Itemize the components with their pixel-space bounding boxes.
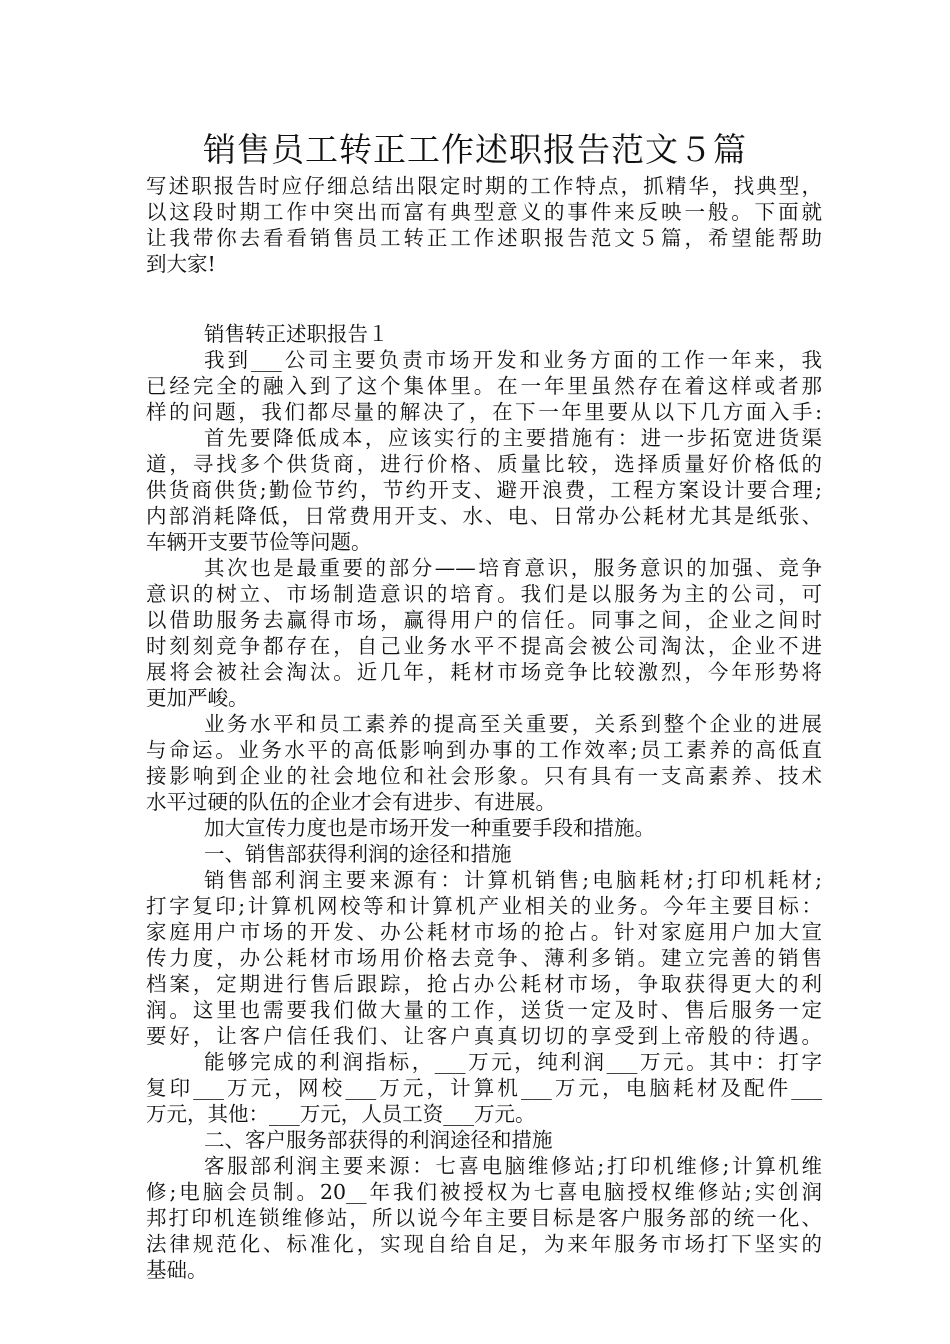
paragraph-1 (146, 347, 822, 425)
text-line: 道，寻找多个供货商，进行价格、质量比较，选择质量好价格低的 (146, 452, 822, 476)
text-line: 传力度，办公耗材市场用价格去竞争、薄利多销。建立完善的销售 (146, 946, 822, 970)
paragraph-3 (146, 555, 822, 711)
paragraph-7 (146, 1049, 822, 1127)
blank-line (146, 277, 822, 321)
paragraph-2 (146, 425, 822, 555)
text-line: 其次也是最重要的部分——培育意识，服务意识的加强、竞争 (204, 556, 822, 580)
text-line: 打字复印;计算机网校等和计算机产业相关的业务。今年主要目标： (146, 894, 822, 918)
text-line: 基础。 (146, 1258, 208, 1282)
text-line: 万元，其他：___万元，人员工资___万元。 (146, 1102, 536, 1126)
text-line: 接影响到企业的社会地位和社会形象。只有具有一支高素养、技术 (146, 764, 822, 788)
text-line: 修;电脑会员制。20__年我们被授权为七喜电脑授权维修站;实创润 (146, 1180, 822, 1204)
text-line: 档案，定期进行售后跟踪，抢占办公耗材市场，争取获得更大的利 (146, 972, 822, 996)
text-line: 能够完成的利润指标，___万元，纯利润___万元。其中：打字 (204, 1050, 822, 1074)
text-line: 水平过硬的队伍的企业才会有进步、有进展。 (146, 790, 556, 814)
text-line: 以借助服务去赢得市场，赢得用户的信任。同事之间，企业之间时 (146, 608, 822, 632)
text-line: 车辆开支要节俭等问题。 (146, 530, 372, 554)
text-line: 展将会被社会淘汰。近几年，耗材市场竞争比较激烈，今年形势将 (146, 660, 822, 684)
subheading-sales: 一、销售部获得利润的途径和措施 (204, 842, 512, 866)
text-line: 到大家! (146, 252, 216, 276)
text-line: 销售部利润主要来源有：计算机销售;电脑耗材;打印机耗材; (204, 868, 822, 892)
intro-paragraph (146, 173, 822, 277)
section-heading: 销售转正述职报告１ (204, 322, 389, 346)
text-line: 客服部利润主要来源：七喜电脑维修站;打印机维修;计算机维 (204, 1154, 822, 1178)
text-line: 已经完全的融入到了这个集体里。在一年里虽然存在着这样或者那 (146, 374, 822, 398)
text-line: 供货商供货;勤俭节约，节约开支、避开浪费，工程方案设计要合理; (146, 478, 822, 502)
text-line: 首先要降低成本，应该实行的主要措施有：进一步拓宽进货渠 (204, 426, 822, 450)
text-line: 与命运。业务水平的高低影响到办事的工作效率;员工素养的高低直 (146, 738, 822, 762)
text-line: 样的问题，我们都尽量的解决了，在下一年里要从以下几方面入手: (146, 400, 822, 424)
text-line: 写述职报告时应仔细总结出限定时期的工作特点，抓精华，找典型， (146, 174, 822, 198)
text-line: 家庭用户市场的开发、办公耗材市场的抢占。针对家庭用户加大宣 (146, 920, 822, 944)
text-line: 内部消耗降低，日常费用开支、水、电、日常办公耗材尤其是纸张、 (146, 504, 822, 528)
paragraph-4 (146, 711, 822, 815)
text-line: 要好，让客户信任我们、让客户真真切切的享受到上帝般的待遇。 (146, 1024, 822, 1048)
text-line: 让我带你去看看销售员工转正工作述职报告范文５篇，希望能帮助 (146, 226, 822, 250)
subheading-customer-service: 二、客户服务部获得的利润途径和措施 (204, 1128, 553, 1152)
text-line: 以这段时期工作中突出而富有典型意义的事件来反映一般。下面就 (146, 200, 822, 224)
document-body (146, 173, 822, 1283)
text-line: 法律规范化、标准化，实现自给自足，为来年服务市场打下坚实的 (146, 1232, 822, 1256)
text-line: 我到___公司主要负责市场开发和业务方面的工作一年来，我 (204, 348, 822, 372)
text-line: 时刻刻竞争都存在，自己业务水平不提高会被公司淘汰，企业不进 (146, 634, 822, 658)
text-line: 复印___万元，网校___万元，计算机___万元，电脑耗材及配件___ (146, 1076, 822, 1100)
text-line: 邦打印机连锁维修站，所以说今年主要目标是客户服务部的统一化、 (146, 1206, 822, 1230)
text-line: 润。这里也需要我们做大量的工作，送货一定及时、售后服务一定 (146, 998, 822, 1022)
paragraph-5: 加大宣传力度也是市场开发一种重要手段和措施。 (204, 816, 655, 840)
text-line: 业务水平和员工素养的提高至关重要，关系到整个企业的进展 (204, 712, 822, 736)
paragraph-6 (146, 867, 822, 1049)
paragraph-8 (146, 1153, 822, 1283)
document-title: 销售员工转正工作述职报告范文５篇 (203, 130, 747, 169)
text-line: 意识的树立、市场制造意识的培育。我们是以服务为主的公司，可 (146, 582, 822, 606)
text-line: 更加严峻。 (146, 686, 249, 710)
